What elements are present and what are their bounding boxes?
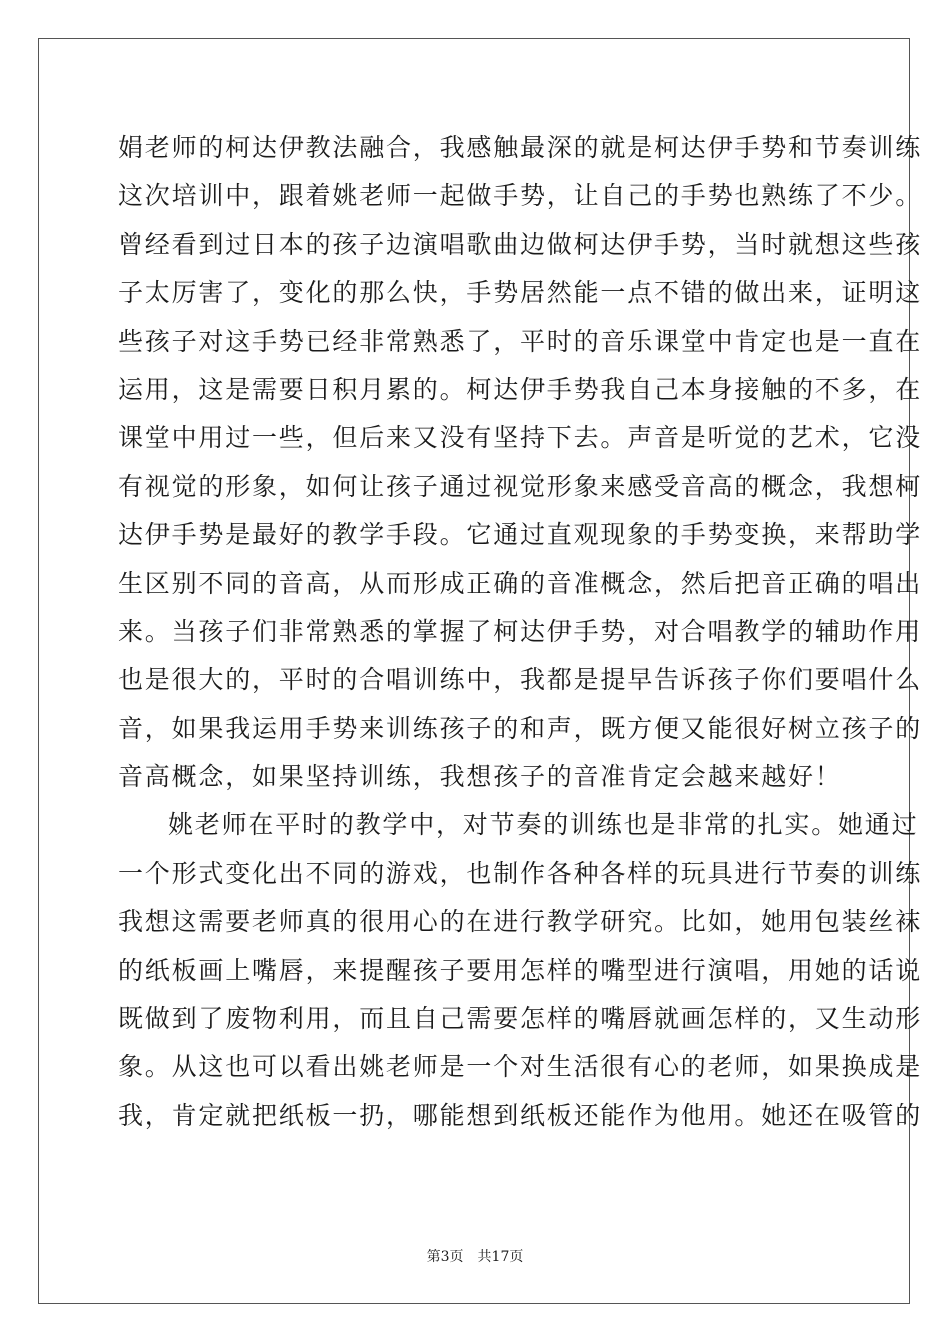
text-line: 运用，这是需要日积月累的。柯达伊手势我自己本身接触的不多，在 (118, 374, 923, 404)
text-line: 子太厉害了，变化的那么快，手势居然能一点不错的做出来，证明这 (118, 278, 923, 308)
text-line: 既做到了废物利用，而且自己需要怎样的嘴唇就画怎样的，又生动形 (118, 1004, 923, 1034)
text-line: 我想这需要老师真的很用心的在进行教学研究。比如，她用包装丝袜 (118, 907, 923, 937)
text-line: 音，如果我运用手势来训练孩子的和声，既方便又能很好树立孩子的 (118, 713, 923, 743)
text-line: 些孩子对这手势已经非常熟悉了，平时的音乐课堂中肯定也是一直在 (118, 326, 923, 356)
text-line: 娟老师的柯达伊教法融合，我感触最深的就是柯达伊手势和节奏训练 (118, 133, 923, 162)
text-line: 生区别不同的音高，从而形成正确的音准概念，然后把音正确的唱出 (118, 568, 923, 598)
document-body (118, 124, 923, 1140)
text-line: 我，肯定就把纸板一扔，哪能想到纸板还能作为他用。她还在吸管的 (118, 1100, 923, 1130)
text-line: 的纸板画上嘴唇，来提醒孩子要用怎样的嘴型进行演唱，用她的话说 (118, 955, 923, 985)
page-footer: 第3页 共17页 (426, 1249, 524, 1265)
text-line: 音高概念，如果坚持训练，我想孩子的音准肯定会越来越好！ (118, 762, 842, 792)
text-line: 象。从这也可以看出姚老师是一个对生活很有心的老师，如果换成是 (118, 1052, 923, 1082)
text-line: 曾经看到过日本的孩子边演唱歌曲边做柯达伊手势，当时就想这些孩 (118, 229, 923, 259)
text-line: 课堂中用过一些，但后来又没有坚持下去。声音是听觉的艺术，它没 (118, 423, 923, 453)
text-line: 来。当孩子们非常熟悉的掌握了柯达伊手势，对合唱教学的辅助作用 (118, 616, 923, 646)
text-line: 一个形式变化出不同的游戏，也制作各种各样的玩具进行节奏的训练 (118, 858, 923, 888)
text-line: 这次培训中，跟着姚老师一起做手势，让自己的手势也熟练了不少。 (118, 181, 923, 211)
text-line: 有视觉的形象，如何让孩子通过视觉形象来感受音高的概念，我想柯 (118, 471, 923, 501)
text-line: 姚老师在平时的教学中，对节奏的训练也是非常的扎实。她通过 (168, 810, 919, 840)
text-line: 达伊手势是最好的教学手段。它通过直观现象的手势变换，来帮助学 (118, 520, 923, 550)
text-line: 也是很大的，平时的合唱训练中，我都是提早告诉孩子你们要唱什么 (118, 665, 923, 695)
